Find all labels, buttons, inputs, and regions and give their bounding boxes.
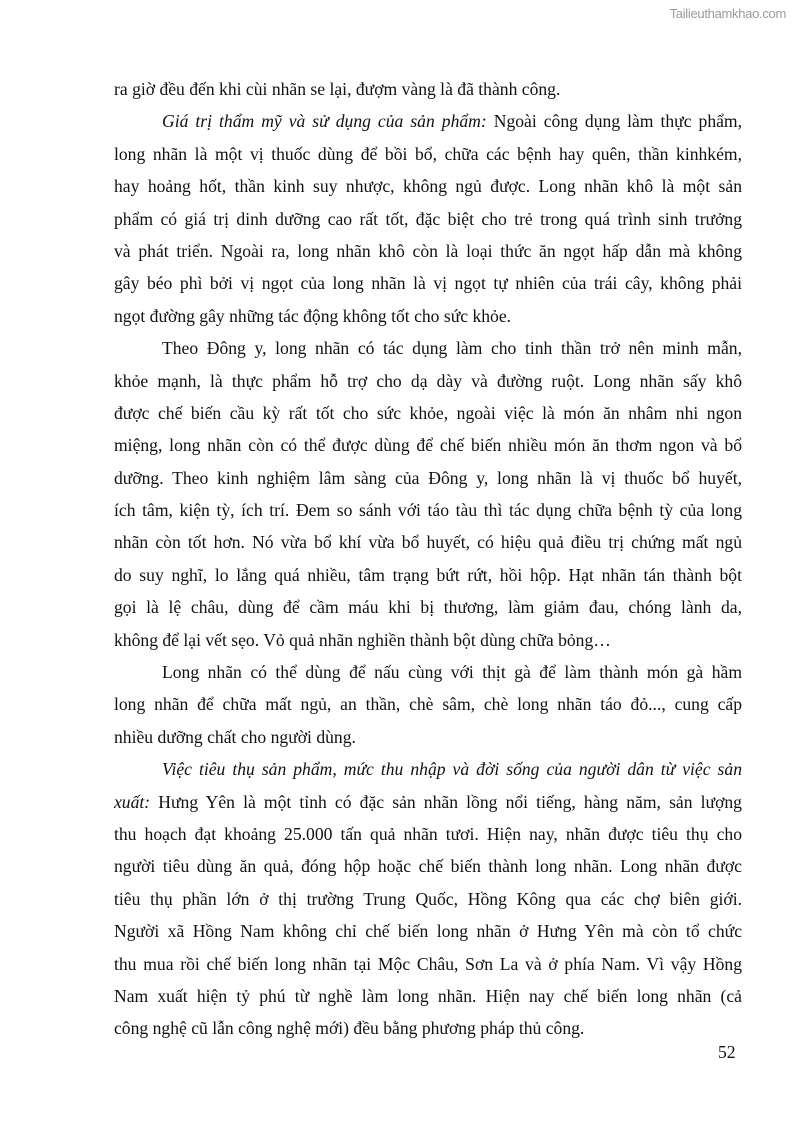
line-text: Nam xuất hiện tỷ phú từ nghề làm long nhãn. Hiện nay chế biến long nhãn (cả — [114, 985, 742, 1006]
text-line — [114, 721, 742, 753]
text-line — [114, 429, 742, 461]
page-number: 52 — [718, 1042, 736, 1062]
line-text: ra giờ đều đến khi cùi nhãn se lại, đượm vàng là đã thành công. — [114, 79, 561, 99]
italic-heading: Giá trị thẩm mỹ và sử dụng của sản phẩm: — [162, 111, 494, 132]
text-line — [114, 980, 742, 1012]
line-text: miệng, long nhãn còn có thể được dùng để chế biến nhiều món ăn thơm ngon và bổ — [114, 435, 742, 456]
line-text: gây béo phì bởi vị ngọt của long nhãn là vị ngọt tự nhiên của trái cây, không phải — [114, 273, 742, 294]
line-text: dưỡng. Theo kinh nghiệm lâm sàng của Đông y, long nhãn là vị thuốc bổ huyết, — [114, 467, 742, 488]
text-line — [114, 818, 742, 850]
text-line — [114, 365, 742, 397]
text-line — [114, 559, 742, 591]
line-text: Người xã Hồng Nam không chỉ chế biến long nhãn ở Hưng Yên mà còn tổ chức — [114, 921, 742, 942]
text-line — [114, 73, 742, 105]
text-line — [114, 267, 742, 299]
line-text: khỏe mạnh, là thực phẩm hỗ trợ cho dạ dày và đường ruột. Long nhãn sấy khô — [114, 370, 742, 391]
line-text: công nghệ cũ lẫn công nghệ mới) đều bằng phương pháp thủ công. — [114, 1018, 585, 1039]
text-line — [114, 494, 742, 526]
line-text: nhiều dưỡng chất cho người dùng. — [114, 726, 356, 747]
line-text: Long nhãn có thể dùng để nấu cùng với thịt gà để làm thành món gà hầm — [162, 662, 742, 683]
text-line — [114, 883, 742, 915]
line-text: hay hoảng hốt, thần kinh suy nhược, không ngủ được. Long nhãn khô là một sản — [114, 176, 742, 197]
line-text: Theo Đông y, long nhãn có tác dụng làm cho tinh thần trở nên minh mẫn, — [162, 338, 742, 359]
text-line — [114, 138, 742, 170]
line-text: không để lại vết sẹo. Vỏ quả nhãn nghiền thành bột dùng chữa bỏng… — [114, 629, 611, 650]
text-line — [114, 915, 742, 947]
line-text: phẩm có giá trị dinh dưỡng cao rất tốt, đặc biệt cho trẻ trong quá trình sinh trưởng — [114, 208, 742, 229]
text-line — [114, 105, 742, 137]
text-line — [114, 656, 742, 688]
italic-heading: xuất: — [114, 791, 159, 812]
text-line — [114, 235, 742, 267]
line-text: long nhãn là một vị thuốc dùng để bồi bổ, chữa các bệnh hay quên, thần kinhkém, — [114, 143, 742, 164]
text-line — [114, 1012, 742, 1044]
line-text: ngọt đường gây những tác động không tốt cho sức khỏe. — [114, 305, 512, 326]
text-line — [114, 170, 742, 202]
text-line — [114, 591, 742, 623]
text-line — [114, 332, 742, 364]
line-text: Hưng Yên là một tỉnh có đặc sản nhãn lồng nổi tiếng, hàng năm, sản lượng — [158, 791, 742, 812]
line-text: gọi là lệ châu, dùng để cầm máu khi bị thương, làm giảm đau, chóng lành da, — [114, 597, 742, 618]
line-text: được chế biến cầu kỳ rất tốt cho sức khỏe, ngoài việc là món ăn nhâm nhi ngon — [114, 402, 742, 423]
text-line — [114, 526, 742, 558]
line-text: ích tâm, kiện tỳ, ích trí. Đem so sánh với táo tàu thì tác dụng chữa bệnh tỳ của long — [114, 500, 742, 521]
line-text: thu hoạch đạt khoảng 25.000 tấn quả nhãn tươi. Hiện nay, nhãn được tiêu thụ cho — [114, 823, 742, 844]
line-text: do suy nghĩ, lo lắng quá nhiều, tâm trạng bứt rứt, hồi hộp. Hạt nhãn tán thành bột — [114, 564, 742, 585]
text-line — [114, 624, 742, 656]
document-body — [114, 73, 742, 1045]
line-text: tiêu thụ phần lớn ở thị trường Trung Quốc, Hồng Kông qua các chợ biên giới. — [114, 888, 742, 909]
text-line — [114, 397, 742, 429]
line-text: long nhãn để chữa mất ngủ, an thần, chè sâm, chè long nhãn táo đỏ..., cung cấp — [114, 694, 742, 715]
text-line — [114, 688, 742, 720]
text-line — [114, 948, 742, 980]
text-line — [114, 203, 742, 235]
line-text: và phát triển. Ngoài ra, long nhãn khô còn là loại thức ăn ngọt hấp dẫn mà không — [114, 240, 742, 261]
watermark: Tailieuthamkhao.com — [669, 6, 786, 21]
text-line — [114, 850, 742, 882]
text-line — [114, 786, 742, 818]
line-text: Ngoài công dụng làm thực phẩm, — [493, 111, 743, 132]
line-text: thu mua rồi chế biến long nhãn tại Mộc Châu, Sơn La và ở phía Nam. Vì vậy Hồng — [114, 953, 742, 974]
line-text: nhãn còn tốt hơn. Nó vừa bổ khí vừa bổ huyết, có hiệu quả điều trị chứng mất ngủ — [114, 532, 742, 553]
italic-heading: Việc tiêu thụ sản phẩm, mức thu nhập và đời sống của người dân từ việc sản — [162, 759, 742, 780]
text-line — [114, 753, 742, 785]
text-line — [114, 462, 742, 494]
line-text: người tiêu dùng ăn quả, đóng hộp hoặc chế biến thành long nhãn. Long nhãn được — [114, 856, 742, 877]
text-line — [114, 300, 742, 332]
